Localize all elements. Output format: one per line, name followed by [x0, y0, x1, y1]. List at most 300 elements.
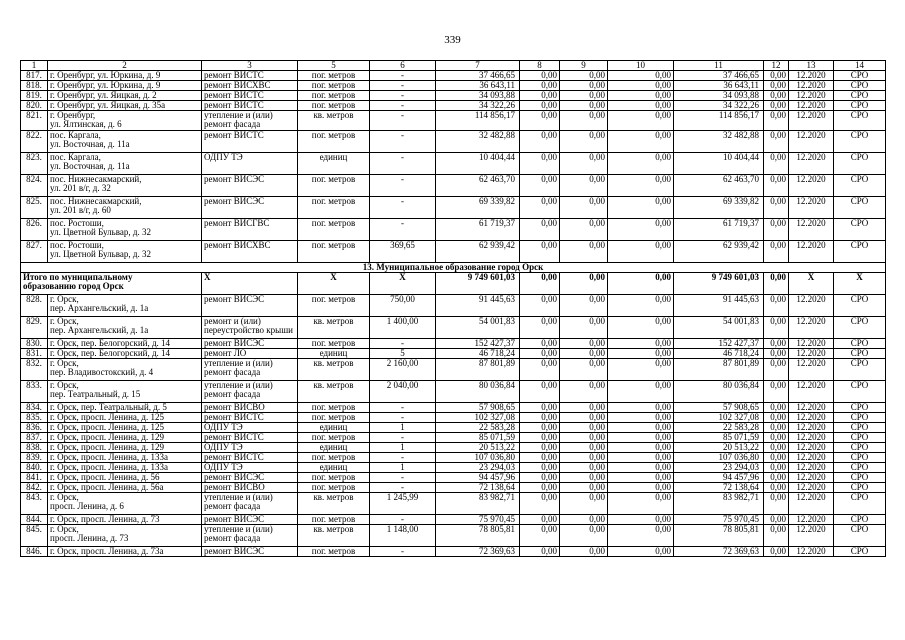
table-cell: 12.2020	[789, 423, 834, 433]
table-cell: -	[370, 71, 436, 81]
total-cell: 0,00	[560, 273, 608, 295]
table-cell: 0,00	[608, 493, 674, 515]
table-cell: кв. метров	[298, 111, 370, 131]
table-cell: 825.	[21, 197, 48, 219]
table-cell: 0,00	[520, 339, 560, 349]
table-cell: 69 339,82	[436, 197, 520, 219]
table-cell: 0,00	[608, 153, 674, 175]
table-cell: 0,00	[520, 515, 560, 525]
table-cell: 0,00	[608, 349, 674, 359]
table-cell: 0,00	[560, 453, 608, 463]
table-cell: 0,00	[608, 525, 674, 547]
table-row	[21, 111, 886, 131]
table-cell: 34 322,26	[674, 101, 764, 111]
column-header: 2	[48, 61, 202, 71]
table-cell: ремонт ВИСТС	[202, 413, 298, 423]
table-cell: кв. метров	[298, 525, 370, 547]
table-cell: 845.	[21, 525, 48, 547]
table-cell: 835.	[21, 413, 48, 423]
table-cell: 0,00	[608, 111, 674, 131]
table-cell: 62 463,70	[674, 175, 764, 197]
table-cell: 843.	[21, 493, 48, 515]
table-cell: 12.2020	[789, 91, 834, 101]
table-cell: пог. метров	[298, 473, 370, 483]
table-row	[21, 403, 886, 413]
table-cell: ремонт ВИСЭС	[202, 473, 298, 483]
table-cell: 0,00	[520, 473, 560, 483]
table-cell: СРО	[834, 197, 886, 219]
table-cell: СРО	[834, 241, 886, 263]
table-cell: 69 339,82	[674, 197, 764, 219]
table-cell: 5	[370, 349, 436, 359]
table-cell: ремонт ЛО	[202, 349, 298, 359]
table-cell: 83 982,71	[436, 493, 520, 515]
table-cell: 832.	[21, 359, 48, 381]
table-cell: 12.2020	[789, 175, 834, 197]
table-cell: 62 463,70	[436, 175, 520, 197]
table-cell: 837.	[21, 433, 48, 443]
table-cell: 22 583,28	[674, 423, 764, 433]
table-cell: 20 513,22	[436, 443, 520, 453]
table-cell: 2 160,00	[370, 359, 436, 381]
table-cell: 0,00	[520, 71, 560, 81]
total-cell: X	[202, 273, 298, 295]
table-cell: -	[370, 197, 436, 219]
table-cell: 75 970,45	[436, 515, 520, 525]
table-cell: 0,00	[764, 493, 789, 515]
table-cell: 0,00	[520, 493, 560, 515]
table-cell: 0,00	[560, 349, 608, 359]
table-cell: ремонт ВИСЭС	[202, 547, 298, 557]
table-cell: 0,00	[560, 111, 608, 131]
column-header: 7	[436, 61, 520, 71]
table-cell: пос. Нижнесакмарский, ул. 201 в/г, д. 60	[48, 197, 202, 219]
table-cell: г. Оренбург, ул. Яицкая, д. 2	[48, 91, 202, 101]
total-label: Итого по муниципальному образованию город Орск	[21, 273, 202, 295]
table-cell: 0,00	[764, 547, 789, 557]
table-cell: ОДПУ ТЭ	[202, 153, 298, 175]
table-cell: 114 856,17	[674, 111, 764, 131]
table-cell: 844.	[21, 515, 48, 525]
table-cell: 62 939,42	[674, 241, 764, 263]
table-row	[21, 525, 886, 547]
table-row	[21, 483, 886, 493]
table-row	[21, 295, 886, 317]
table-cell: 152 427,37	[674, 339, 764, 349]
table-cell: 61 719,37	[674, 219, 764, 241]
table-cell: единиц	[298, 463, 370, 473]
table-cell: 57 908,65	[436, 403, 520, 413]
table-cell: 78 805,81	[674, 525, 764, 547]
table-cell: 0,00	[520, 443, 560, 453]
table-cell: 0,00	[560, 91, 608, 101]
table-cell: 0,00	[764, 525, 789, 547]
table-cell: 152 427,37	[436, 339, 520, 349]
table-cell: 0,00	[560, 71, 608, 81]
table-cell: г. Орск, просп. Ленина, д. 6	[48, 493, 202, 515]
table-cell: 46 718,24	[674, 349, 764, 359]
table-cell: 839.	[21, 453, 48, 463]
table-cell: 107 036,80	[436, 453, 520, 463]
table-cell: 0,00	[520, 91, 560, 101]
column-header: 10	[608, 61, 674, 71]
total-cell: 0,00	[520, 273, 560, 295]
table-cell: 0,00	[764, 91, 789, 101]
table-cell: 61 719,37	[436, 219, 520, 241]
table-cell: 0,00	[520, 359, 560, 381]
table-cell: 0,00	[560, 413, 608, 423]
table-cell: 57 908,65	[674, 403, 764, 413]
table-cell: 369,65	[370, 241, 436, 263]
table-cell: 0,00	[608, 473, 674, 483]
table-cell: СРО	[834, 153, 886, 175]
table-cell: СРО	[834, 131, 886, 153]
table-cell: 0,00	[520, 317, 560, 339]
table-cell: -	[370, 515, 436, 525]
table-cell: 12.2020	[789, 493, 834, 515]
table-cell: 0,00	[520, 241, 560, 263]
table-cell: пос. Каргала, ул. Восточная, д. 11а	[48, 153, 202, 175]
table-cell: пос. Ростоши, ул. Цветной Бульвар, д. 32	[48, 219, 202, 241]
table-row	[21, 349, 886, 359]
table-cell: 0,00	[764, 153, 789, 175]
table-cell: ОДПУ ТЭ	[202, 443, 298, 453]
table-cell: СРО	[834, 433, 886, 443]
table-cell: 12.2020	[789, 359, 834, 381]
table-cell: 0,00	[608, 241, 674, 263]
table-cell: 1 400,00	[370, 317, 436, 339]
table-cell: 0,00	[764, 71, 789, 81]
table-cell: 0,00	[764, 101, 789, 111]
table-cell: пос. Нижнесакмарский, ул. 201 в/г, д. 32	[48, 175, 202, 197]
table-cell: 20 513,22	[674, 443, 764, 453]
table-cell: пог. метров	[298, 71, 370, 81]
table-cell: 12.2020	[789, 349, 834, 359]
table-cell: 0,00	[764, 219, 789, 241]
table-cell: 0,00	[608, 197, 674, 219]
table-cell: 0,00	[608, 219, 674, 241]
table-cell: пос. Ростоши, ул. Цветной Бульвар, д. 32	[48, 241, 202, 263]
table-cell: ремонт ВИСЭС	[202, 175, 298, 197]
table-cell: СРО	[834, 525, 886, 547]
table-cell: единиц	[298, 349, 370, 359]
table-cell: СРО	[834, 443, 886, 453]
table-cell: 0,00	[560, 219, 608, 241]
table-cell: 80 036,84	[674, 381, 764, 403]
table-row	[21, 547, 886, 557]
table-cell: 833.	[21, 381, 48, 403]
table-cell: 94 457,96	[436, 473, 520, 483]
table-cell: 12.2020	[789, 339, 834, 349]
table-cell: 107 036,80	[674, 453, 764, 463]
table-cell: 54 001,83	[674, 317, 764, 339]
table-cell: 12.2020	[789, 71, 834, 81]
table-cell: г. Орск, пер. Белогорский, д. 14	[48, 349, 202, 359]
table-cell: СРО	[834, 71, 886, 81]
table-cell: 12.2020	[789, 443, 834, 453]
table-cell: 0,00	[520, 131, 560, 153]
table-cell: СРО	[834, 413, 886, 423]
table-cell: 0,00	[520, 197, 560, 219]
table-row	[21, 197, 886, 219]
table-cell: 78 805,81	[436, 525, 520, 547]
table-cell: 32 482,88	[436, 131, 520, 153]
table-cell: ремонт ВИСТС	[202, 131, 298, 153]
table-cell: г. Орск, просп. Ленина, д. 73	[48, 515, 202, 525]
table-cell: 12.2020	[789, 473, 834, 483]
table-cell: 821.	[21, 111, 48, 131]
table-cell: 12.2020	[789, 111, 834, 131]
table-cell: ремонт ВИСЭС	[202, 339, 298, 349]
table-cell: 2 040,00	[370, 381, 436, 403]
table-cell: -	[370, 483, 436, 493]
table-cell: 0,00	[608, 175, 674, 197]
table-cell: 0,00	[764, 197, 789, 219]
table-cell: 0,00	[520, 413, 560, 423]
total-cell: X	[834, 273, 886, 295]
table-cell: 37 466,65	[436, 71, 520, 81]
table-cell: 0,00	[608, 453, 674, 463]
table-cell: 0,00	[608, 433, 674, 443]
table-row	[21, 71, 886, 81]
table-cell: 0,00	[608, 547, 674, 557]
table-cell: 0,00	[764, 175, 789, 197]
table-cell: 0,00	[608, 295, 674, 317]
table-cell: 0,00	[764, 433, 789, 443]
table-cell: -	[370, 433, 436, 443]
table-cell: 0,00	[608, 131, 674, 153]
table-cell: 0,00	[608, 443, 674, 453]
table-cell: единиц	[298, 443, 370, 453]
table-cell: 87 801,89	[674, 359, 764, 381]
table-cell: единиц	[298, 153, 370, 175]
table-cell: 0,00	[560, 131, 608, 153]
table-cell: 0,00	[608, 71, 674, 81]
table-cell: -	[370, 91, 436, 101]
table-cell: СРО	[834, 381, 886, 403]
table-cell: 0,00	[520, 403, 560, 413]
table-cell: 0,00	[520, 81, 560, 91]
table-row	[21, 81, 886, 91]
table-cell: 0,00	[560, 295, 608, 317]
table-cell: кв. метров	[298, 381, 370, 403]
table-cell: ремонт ВИСЭС	[202, 295, 298, 317]
table-cell: -	[370, 219, 436, 241]
table-cell: СРО	[834, 463, 886, 473]
table-cell: 0,00	[764, 111, 789, 131]
table-cell: г. Орск, просп. Ленина, д. 133а	[48, 453, 202, 463]
table-cell: 820.	[21, 101, 48, 111]
table-cell: 23 294,03	[674, 463, 764, 473]
column-header: 8	[520, 61, 560, 71]
table-cell: пог. метров	[298, 91, 370, 101]
table-cell: ремонт ВИСТС	[202, 433, 298, 443]
table-cell: 0,00	[560, 241, 608, 263]
table-cell: г. Орск, просп. Ленина, д. 133а	[48, 463, 202, 473]
table-cell: 818.	[21, 81, 48, 91]
table-cell: 12.2020	[789, 153, 834, 175]
table-cell: ремонт ВИСГВС	[202, 219, 298, 241]
table-row	[21, 317, 886, 339]
table-cell: 831.	[21, 349, 48, 359]
column-header: 6	[370, 61, 436, 71]
table-cell: 0,00	[520, 433, 560, 443]
table-cell: СРО	[834, 295, 886, 317]
table-cell: 34 322,26	[436, 101, 520, 111]
table-cell: 62 939,42	[436, 241, 520, 263]
table-cell: СРО	[834, 175, 886, 197]
section-row	[21, 263, 886, 273]
table-cell: кв. метров	[298, 359, 370, 381]
table-cell: -	[370, 413, 436, 423]
table-cell: 0,00	[560, 317, 608, 339]
table-cell: СРО	[834, 403, 886, 413]
table-cell: 836.	[21, 423, 48, 433]
table-cell: 0,00	[764, 295, 789, 317]
table-cell: 0,00	[764, 317, 789, 339]
table-cell: СРО	[834, 219, 886, 241]
table-cell: 0,00	[560, 101, 608, 111]
table-cell: 0,00	[560, 197, 608, 219]
table-row	[21, 381, 886, 403]
table-cell: г. Орск, просп. Ленина, д. 73а	[48, 547, 202, 557]
table-row	[21, 463, 886, 473]
table-cell: 46 718,24	[436, 349, 520, 359]
table-cell: 0,00	[560, 153, 608, 175]
table-cell: 824.	[21, 175, 48, 197]
table-cell: ремонт ВИСТС	[202, 91, 298, 101]
table-cell: 10 404,44	[436, 153, 520, 175]
table-header-row	[21, 61, 886, 71]
table-cell: ремонт ВИСВО	[202, 403, 298, 413]
table-cell: 12.2020	[789, 241, 834, 263]
table-cell: 0,00	[520, 175, 560, 197]
table-cell: СРО	[834, 359, 886, 381]
table-cell: 0,00	[520, 423, 560, 433]
table-cell: 0,00	[560, 403, 608, 413]
table-cell: 0,00	[520, 295, 560, 317]
table-cell: 114 856,17	[436, 111, 520, 131]
table-cell: пог. метров	[298, 197, 370, 219]
table-row	[21, 131, 886, 153]
table-cell: 36 643,11	[436, 81, 520, 91]
table-cell: СРО	[834, 515, 886, 525]
table-row	[21, 91, 886, 101]
table-cell: СРО	[834, 91, 886, 101]
table-cell: 840.	[21, 463, 48, 473]
table-cell: 83 982,71	[674, 493, 764, 515]
table-cell: пог. метров	[298, 219, 370, 241]
table-cell: 12.2020	[789, 295, 834, 317]
table-cell: 0,00	[560, 381, 608, 403]
table-cell: ремонт и (или) переустройство крыши	[202, 317, 298, 339]
table-cell: -	[370, 473, 436, 483]
table-cell: 94 457,96	[674, 473, 764, 483]
column-header: 11	[674, 61, 764, 71]
table-cell: 12.2020	[789, 381, 834, 403]
table-cell: -	[370, 339, 436, 349]
table-cell: 0,00	[560, 463, 608, 473]
table-row	[21, 359, 886, 381]
table-cell: 23 294,03	[436, 463, 520, 473]
table-cell: пог. метров	[298, 101, 370, 111]
table-cell: 34 093,88	[674, 91, 764, 101]
table-cell: г. Орск, пер. Архангельский, д. 1а	[48, 317, 202, 339]
table-body	[21, 61, 886, 557]
table-cell: пог. метров	[298, 453, 370, 463]
table-cell: г. Орск, просп. Ленина, д. 56	[48, 473, 202, 483]
table-cell: 0,00	[560, 339, 608, 349]
table-cell: 830.	[21, 339, 48, 349]
table-cell: -	[370, 547, 436, 557]
table-cell: 0,00	[764, 403, 789, 413]
column-header: 9	[560, 61, 608, 71]
table-cell: 12.2020	[789, 403, 834, 413]
table-cell: пог. метров	[298, 483, 370, 493]
table-cell: 54 001,83	[436, 317, 520, 339]
table-cell: г. Орск, пер. Владивостокский, д. 4	[48, 359, 202, 381]
total-cell: 0,00	[764, 273, 789, 295]
table-row	[21, 423, 886, 433]
table-cell: -	[370, 175, 436, 197]
table-cell: пог. метров	[298, 339, 370, 349]
table-row	[21, 175, 886, 197]
table-cell: 0,00	[560, 81, 608, 91]
table-cell: 0,00	[560, 443, 608, 453]
total-cell: 9 749 601,03	[436, 273, 520, 295]
table-cell: пог. метров	[298, 131, 370, 153]
table-cell: СРО	[834, 547, 886, 557]
table-row	[21, 219, 886, 241]
table-cell: г. Орск, просп. Ленина, д. 125	[48, 423, 202, 433]
table-cell: 102 327,08	[436, 413, 520, 423]
table-cell: 34 093,88	[436, 91, 520, 101]
table-cell: 0,00	[560, 483, 608, 493]
table-cell: пог. метров	[298, 547, 370, 557]
table-cell: 72 369,63	[436, 547, 520, 557]
table-cell: ремонт ВИСТС	[202, 453, 298, 463]
table-cell: 0,00	[560, 493, 608, 515]
table-cell: 0,00	[764, 483, 789, 493]
table-cell: СРО	[834, 81, 886, 91]
total-row	[21, 273, 886, 295]
table-cell: 817.	[21, 71, 48, 81]
page-number: 339	[444, 34, 461, 46]
table-row	[21, 433, 886, 443]
table-cell: СРО	[834, 493, 886, 515]
table-cell: -	[370, 81, 436, 91]
table-cell: 834.	[21, 403, 48, 413]
table-cell: СРО	[834, 349, 886, 359]
table-cell: 12.2020	[789, 515, 834, 525]
table-row	[21, 153, 886, 175]
table-cell: 85 071,59	[436, 433, 520, 443]
table-cell: кв. метров	[298, 493, 370, 515]
table-cell: пог. метров	[298, 413, 370, 423]
table-cell: г. Орск, пер. Архангельский, д. 1а	[48, 295, 202, 317]
table-cell: 827.	[21, 241, 48, 263]
table-cell: СРО	[834, 483, 886, 493]
table-cell: -	[370, 111, 436, 131]
table-cell: -	[370, 131, 436, 153]
table-cell: г. Орск, пер. Белогорский, д. 14	[48, 339, 202, 349]
table-cell: 0,00	[520, 547, 560, 557]
column-header: 1	[21, 61, 48, 71]
table-cell: 0,00	[764, 443, 789, 453]
section-title: 13. Муниципальное образование город Орск	[21, 263, 886, 273]
table-cell: 12.2020	[789, 525, 834, 547]
table-cell: 1	[370, 423, 436, 433]
